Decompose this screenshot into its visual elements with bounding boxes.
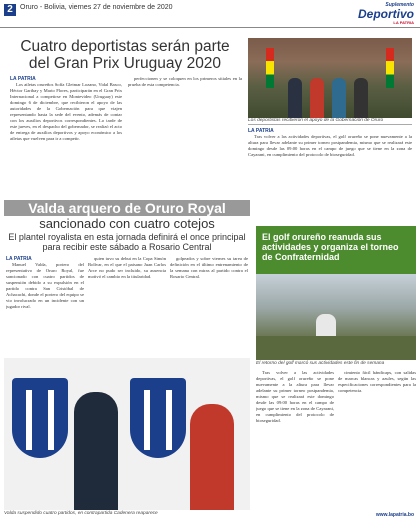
story1-headline: Cuatro deportistas serán parte del Gran Prix Uruguay 2020 [20, 38, 230, 72]
story3-headline: El golf orureño reanuda sus actividades y organiza el torneo de Confraternidad [256, 226, 416, 274]
brand-line3: LA PATRIA [393, 20, 414, 25]
story3-col-bottom-right [338, 370, 416, 510]
footer-url: www.lapatria.bo [375, 512, 414, 518]
story2-col2 [88, 256, 166, 354]
flag-icon [266, 48, 274, 88]
story3-col1-repeat: Tras volver a las actividades deportivas, el golf orureño se pone nuevamente a la altura para llevar adelante su primer torneo postpandemia, mismo que se realizará este domingo desde las 09:00 horas en el campo de juego que se tiene en la zona de Cayarani, en cumplimiento del protocolo de bioseguridad. [256, 370, 334, 423]
story3-col2-text: cimiento fácil hándicaps, con salidas de marcas blancas y azules, según las especificaciones correspondientes para la competencia. [338, 370, 416, 393]
person-figure [332, 78, 346, 118]
story3-photo-caption: El retorno del golf marcó sus actividades este fin de semana [256, 361, 385, 366]
brand-logo [344, 2, 414, 26]
story1-col2 [128, 76, 242, 194]
dateline: Oruro - Bolivia, viernes 27 de noviembre de 2020 [20, 4, 173, 11]
story1-col1-text: Los atletas orureños Sofía Gleimar Lozano, Vidal Basco, Héctor Garibay y Mario Flores, participarán en el Gran Prix Internacional a competirse en Montevideo (Uruguay) este domingo 6 de diciembre, que recibieron el apoyo de las autoridades de la Gobernación para que viajen representando hasta la sede del evento, además de contar con los auxilios deportivos correspondientes. Lo tarde de este jueves, en el despacho del gobernador, se realizó el acto de entrega de auxilios deportivos y apoyo económico a los atletas que vuelven para ir a competir. [10, 82, 122, 141]
story3-byline: LA PATRIA [248, 128, 274, 134]
story1-col1 [10, 76, 122, 194]
story3-photo [256, 274, 416, 360]
story3-col-top [248, 128, 412, 220]
story2-photo-caption: Valda suspendido cuatro partidos, en contrapartida Cadenera reaparece [4, 511, 158, 516]
story1-photo-caption: Los deportistas recibieron el apoyo de la Gobernación de Oruro [248, 118, 412, 125]
grass-field [256, 336, 416, 360]
page-header [0, 0, 420, 28]
story1-byline: LA PATRIA [10, 76, 36, 82]
story1-col2-text: perfeccionen y se coloquen en los primeros sitiales en la prueba de esta competencia. [128, 76, 242, 87]
club-shield-icon [130, 378, 186, 458]
story2-col3-text: golpeados y sobre viernes su tarea de definición en el último entrenamiento de la semana con miras al partido contra el Rosario Central. [170, 256, 248, 279]
player-figure [190, 404, 234, 510]
story2-photo [4, 358, 250, 510]
story3-col1-text: Tras volver a las actividades deportivas, el golf orureño se pone nuevamente a la altura para llevar adelante su primer torneo postpandemia, mismo que se realizará este domingo desde las 09:00 horas en el campo de juego que se tiene en la zona de Cayarani, en cumplimiento del protocolo de bioseguridad. [248, 134, 412, 157]
story2-deck: El plantel royalista en esta jornada definirá el once principal para recibir este sábado a Rosario Central [8, 232, 246, 252]
player-figure [74, 392, 118, 510]
club-shield-icon [12, 378, 68, 458]
person-figure [288, 78, 302, 118]
story2-col1-text: Manuel Valda, portero del representativo de Oruro Royal, fue sancionado con cuatro partidos de suspensión debido a su expulsión en el partido contra San Cristóbal de Achacachi, donde el portero del equipo se vio involucrado en un incidente con un jugador rival. [6, 262, 84, 309]
story2-title: Valda arquero de Oruro Royal [4, 200, 250, 216]
story2-col2-text: quien tuvo su debut en la Copa Simón Bolívar, en el que el paisano Juan Carlos Arce no pudo ser incluido, su ausencia motivó el cambio en la titularidad. [88, 256, 166, 279]
flag-icon [386, 48, 394, 88]
story2-subtitle: sancionado con cuatro cotejos [39, 216, 215, 231]
person-figure [354, 78, 368, 118]
brand-line1: Suplemento [385, 2, 414, 8]
story3-col-bottom-left [256, 370, 334, 510]
story2-col1 [6, 256, 84, 354]
page-number: 2 [4, 4, 16, 16]
story1-photo [248, 38, 412, 118]
person-figure [310, 78, 324, 118]
story2-byline: LA PATRIA [6, 256, 32, 262]
brand-line2: Deportivo [357, 7, 414, 21]
story2-col3 [170, 256, 248, 354]
